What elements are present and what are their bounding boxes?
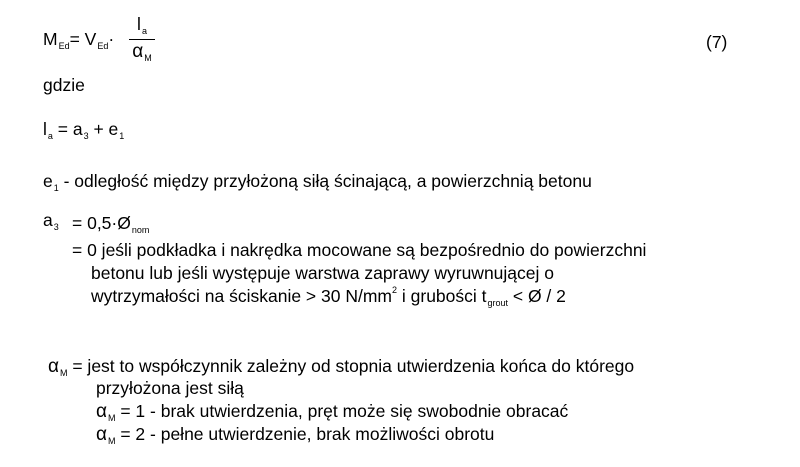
fraction-numerator: $l_a$ (137, 14, 147, 36)
alpha-definition-line2: przyłożona jest siłą (96, 378, 244, 398)
equation-fraction (129, 15, 155, 64)
alpha-case-2: $\alpha_M = 2$ - pełne utwierdzenie, brak możliwości obrotu (96, 424, 495, 446)
fraction-denominator: $\alpha_M$ (132, 41, 152, 63)
a3-equation-2-line2: betonu lub jeśli występuje warstwa zaprawy wyruwnującej o (91, 263, 554, 283)
where-label: gdzie (43, 75, 85, 95)
moment-subscript: Ed (58, 41, 70, 51)
la-definition: $l_a = a_3 + e_1$ (43, 119, 125, 141)
equation-number: (7) (706, 32, 728, 52)
a3-equation-2-line3: wytrzymałości na ściskanie > 30 $N/mm^2$ i grubości $t_{grout}$ < Ø / 2 (91, 285, 566, 308)
moment-symbol: M (43, 29, 58, 49)
a3-equation-2-line1: = 0 jeśli podkładka i nakrędka mocowane są bezpośrednio do powierzchni (72, 240, 647, 260)
shear-subscript: Ed (97, 41, 109, 51)
alpha-case-1: $\alpha_M = 1$ - brak utwierdzenia, pręt może się swobodnie obracać (96, 401, 569, 423)
alpha-definition-line1: $\alpha_M$ = jest to współczynnik zależny od stopnia utwierdzenia końca do którego (48, 356, 635, 378)
e1-definition: $e_1$ - odległość między przyłożoną siłą ścinającą, a powierzchnią betonu (43, 171, 592, 193)
equals-shear-symbol: = V (69, 29, 97, 49)
a3-symbol: $a_3$ (43, 210, 59, 232)
a3-equation-1: = $0,5\cdot Ø_{nom}$ (72, 213, 150, 235)
equation-lhs (43, 29, 114, 52)
multiply-dot: · (108, 29, 115, 49)
